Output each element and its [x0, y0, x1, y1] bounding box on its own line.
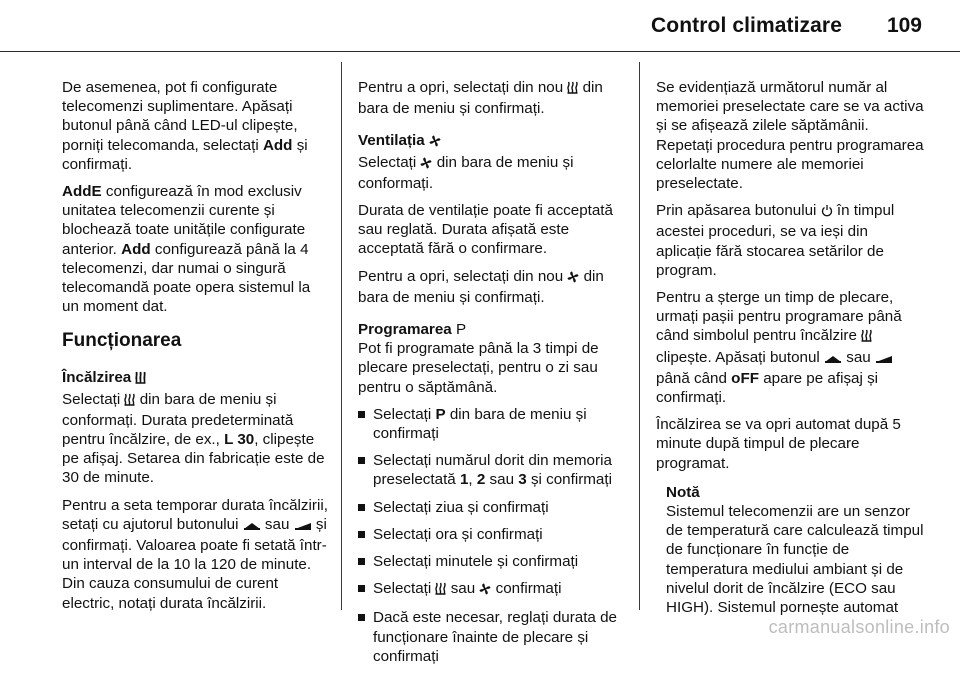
fan-icon — [420, 155, 432, 174]
paragraph: Încălzirea se va opri automat după 5 minute după timpul de plecare programat. — [656, 416, 901, 472]
paragraph: Durata de ventilație poate fi acceptată sau reglată. Durata afișată este acceptată fără o confirmare. — [358, 202, 613, 258]
paragraph: Prin apăsarea butonului în timpul acestei proceduri, se va ieși din aplicație fără stocarea setărilor de program. — [656, 202, 895, 279]
section-heading: Funcționarea — [62, 330, 182, 352]
note — [666, 483, 924, 617]
ventilation-heading: Ventilația — [358, 131, 626, 152]
page-number: 109 — [886, 14, 922, 37]
fan-icon — [479, 581, 491, 600]
paragraph: Pentru a șterge un timp de plecare, urmați pașii pentru programare până când simbolul pentru încălzire clipește. Apăsați butonul sau până când oFF apare pe afișaj și confirmați. — [656, 289, 902, 407]
programming-heading: Programarea P — [358, 321, 467, 339]
fan-icon — [429, 133, 441, 152]
list-item: Dacă este necesar, reglați durata de funcționare înainte de plecare și confirmați — [358, 608, 626, 666]
paragraph: Se evidențiază următorul număr al memoriei preselectate care se va activa și se afișează zilele săptămânii. Repetați procedura pentru programarea celorlalte numere ale memoriei preselectate. — [656, 79, 924, 193]
paragraph: Selectați din bara de meniu și conformați. Durata predeterminată pentru încălzire, de ex., L 30, clipește pe afișaj. Setarea din fabricație este de 30 de minute. — [62, 390, 325, 487]
column-divider — [341, 62, 342, 610]
heating-waves-icon — [567, 80, 578, 99]
list-item: Selectați sau confirmați — [358, 579, 626, 600]
column-3 — [656, 78, 924, 617]
steps-list — [358, 405, 626, 666]
plus-arrow-icon — [875, 350, 893, 369]
column-1 — [62, 78, 330, 621]
minus-arrow-icon — [824, 350, 842, 369]
paragraph: AddE configurează în mod exclusiv unitatea telecomenzii curente și blochează toate unitățile configurate anterior. Add configurează până la 4 telecomenzi, dar numai o singură telecomandă poate opera sistemul la un moment dat. — [62, 183, 311, 316]
paragraph: Pentru a opri, selectați din nou din bara de meniu și confirmați. — [358, 267, 604, 306]
plus-arrow-icon — [294, 517, 312, 536]
note-text: Sistemul telecomenzii are un senzor de temperatură care calculează timpul de funcționare în funcție de temperatura mediului ambiant și de nivelul dorit de încălzire (ECO sau HIGH). Sistemul pornește automat — [666, 503, 924, 617]
heating-heading: Încălzirea — [62, 368, 330, 389]
list-item: Selectați P din bara de meniu și confirmați — [358, 405, 626, 443]
minus-arrow-icon — [243, 517, 261, 536]
header-divider — [0, 51, 960, 52]
heating-waves-icon — [861, 328, 872, 347]
watermark: carmanualsonline.info — [768, 617, 950, 637]
paragraph: De asemenea, pot fi configurate telecomenzi suplimentare. Apăsați butonul până când LED-ul clipește, porniți telecomanda, selectați Add și confirmați. — [62, 79, 308, 173]
fan-icon — [567, 269, 579, 288]
page-title: Control climatizare — [651, 14, 842, 37]
paragraph: Selectați din bara de meniu și conformați. — [358, 153, 574, 192]
note-title: Notă — [666, 483, 700, 501]
paragraph: Pot fi programate până la 3 timpi de plecare preselectați, pentru o zi sau pentru o săptămână. — [358, 340, 599, 396]
heating-waves-icon — [435, 581, 446, 600]
paragraph: Pentru a opri, selectați din nou din bara de meniu și confirmați. — [358, 79, 603, 118]
column-divider — [639, 62, 640, 610]
list-item: Selectați minutele și confirmați — [358, 552, 626, 571]
list-item: Selectați ora și confirmați — [358, 525, 626, 544]
heating-waves-icon — [124, 392, 135, 411]
paragraph: Pentru a seta temporar durata încălzirii, setați cu ajutorul butonului sau și confirmați. Valoarea poate fi setată într-un interval de la 10 la 120 de minute. Din cauza consumului de curent electric, notați durata încălzirii. — [62, 496, 328, 612]
column-2 — [358, 78, 626, 674]
heating-waves-icon — [135, 370, 146, 389]
power-icon — [821, 203, 833, 222]
list-item: Selectați ziua și confirmați — [358, 498, 626, 517]
page-header — [0, 0, 960, 52]
list-item: Selectați numărul dorit din memoria preselectată 1, 2 sau 3 și confirmați — [358, 451, 626, 489]
